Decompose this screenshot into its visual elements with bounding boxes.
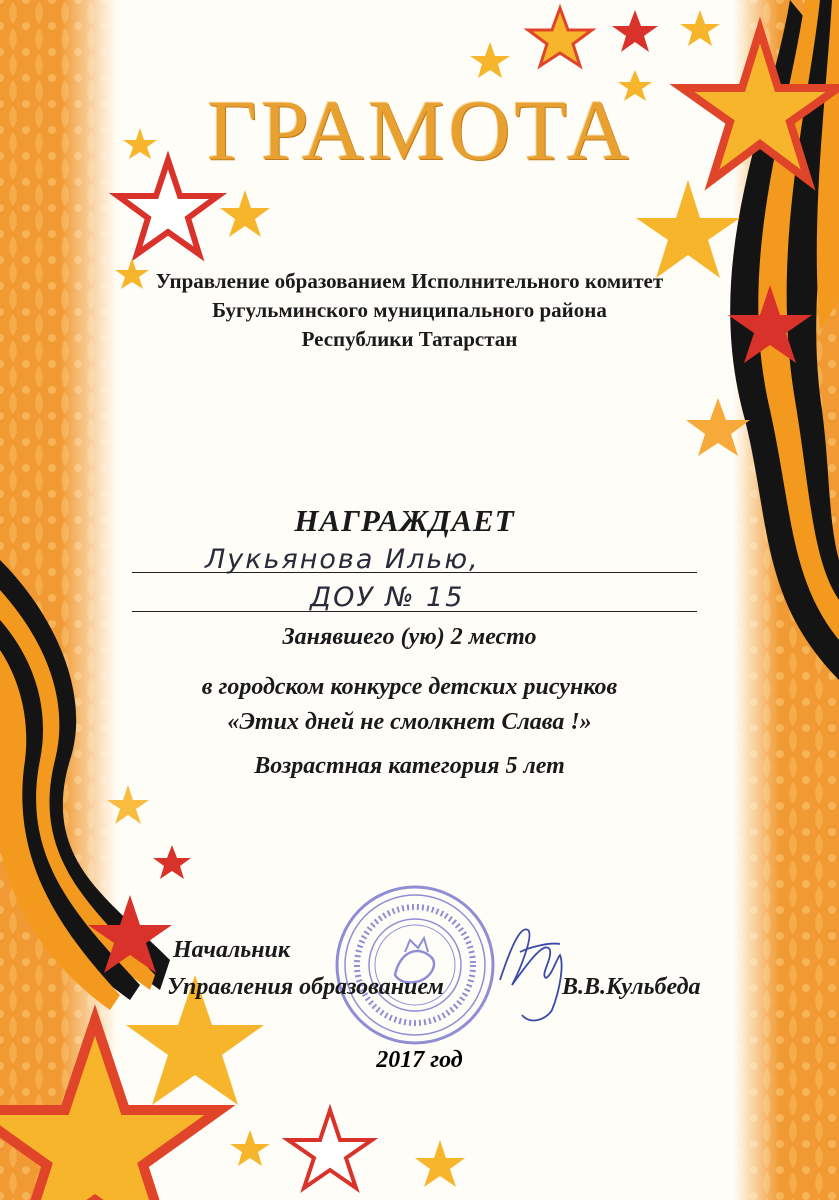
signatory-title-2: Управления образованием (167, 974, 444, 1000)
organization-line-1: Управление образованием Исполнительного комитет (155, 269, 664, 293)
recipient-school-line (132, 611, 697, 612)
place-line: Занявшего (ую) 2 место (282, 624, 537, 650)
signatory-title-1: Начальник (173, 937, 291, 963)
stamp-seal (337, 887, 493, 1043)
contest-line: в городском конкурсе детских рисунков (201, 674, 618, 700)
recipient-school: ДОУ № 15 (310, 582, 465, 613)
certificate-year: 2017 год (376, 1047, 463, 1073)
recipient-name-line (132, 572, 697, 573)
organization-line-2: Бугульминского муниципального района (212, 298, 607, 322)
age-category-line: Возрастная категория 5 лет (254, 753, 565, 779)
organization-line-3: Республики Татарстан (301, 327, 518, 351)
awards-label: НАГРАЖДАЕТ (294, 503, 515, 538)
contest-name-line: «Этих дней не смолкнет Слава !» (227, 709, 592, 735)
recipient-name: Лукьянова Илью, (205, 544, 480, 575)
signatory-name: В.В.Кульбеда (562, 974, 701, 1000)
signature-scribble (500, 929, 562, 1020)
certificate-title: ГРАМОТА (207, 82, 633, 178)
